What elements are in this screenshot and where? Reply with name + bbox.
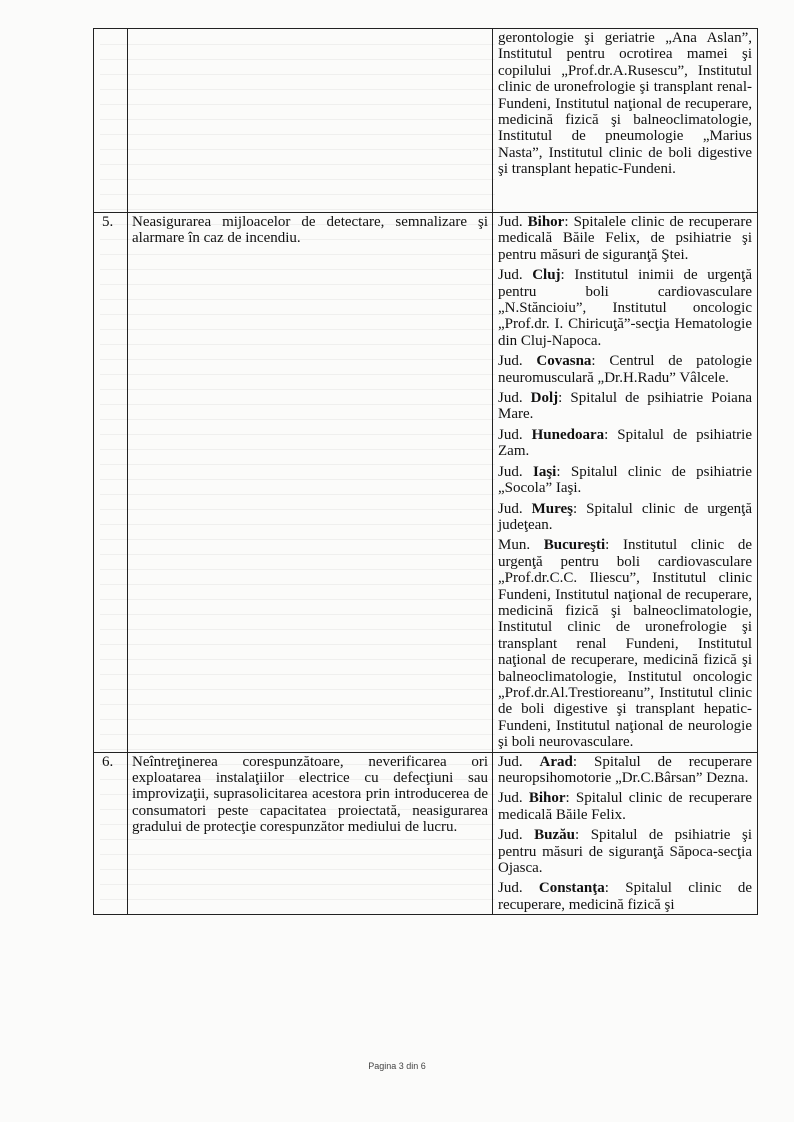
deficiency-cell bbox=[128, 29, 493, 213]
unit-prefix: Jud. bbox=[498, 500, 532, 517]
county-name: Bihor bbox=[528, 790, 566, 807]
unit-entry bbox=[498, 880, 752, 913]
county-name: Mureş bbox=[531, 500, 573, 517]
unit-prefix: Jud. bbox=[498, 214, 528, 230]
unit-description: : Spitalul clinic de urgenţă judeţean. bbox=[498, 500, 752, 533]
row-number-cell bbox=[94, 752, 128, 915]
county-name: Bihor bbox=[527, 214, 565, 230]
unit-entry bbox=[498, 464, 752, 497]
county-name: Buzău bbox=[534, 827, 575, 844]
unit-entry bbox=[498, 754, 752, 787]
unit-description: : Spitalul de psihiatrie şi pentru măsuri de siguranţă Săpoca-secţia Ojasca. bbox=[498, 827, 752, 877]
deficiency-text bbox=[128, 29, 492, 30]
unit-entry bbox=[498, 427, 752, 460]
table-row bbox=[94, 213, 758, 753]
unit-prefix: Jud. bbox=[498, 753, 540, 770]
unit-description: : Spitalul de psihiatrie Zam. bbox=[498, 426, 752, 460]
row-number-cell bbox=[94, 29, 128, 213]
table-body bbox=[94, 29, 758, 915]
unit-entry bbox=[498, 537, 752, 750]
county-name: Covasna bbox=[536, 353, 592, 370]
deficiency-cell bbox=[128, 752, 493, 915]
unit-description: : Centrul de patologie neuromusculară „Dr.H.Radu” Vâlcele. bbox=[498, 353, 752, 386]
unit-prefix: Jud. bbox=[498, 827, 535, 844]
unit-description: : Spitalul de recuperare neuropsihomotorie „Dr.C.Bârsan” Dezna. bbox=[498, 753, 752, 786]
unit-entry bbox=[498, 353, 752, 386]
row-number: 5. bbox=[102, 214, 114, 230]
row-number bbox=[94, 29, 127, 30]
page-footer: Pagina 3 din 6 bbox=[368, 1061, 426, 1071]
unit-entry bbox=[498, 501, 752, 534]
unit-entry bbox=[498, 827, 752, 876]
units-cell bbox=[493, 29, 758, 213]
unit-entry bbox=[498, 790, 752, 823]
county-name: Cluj bbox=[532, 267, 561, 284]
units-continuation-text: gerontologie şi geriatrie „Ana Aslan”, Institutul pentru ocrotirea mamei şi copilului „Prof.dr.A.Rusescu”, Institutul clinic de uronefrologie şi transplant renal-Fundeni, Institutul naţional de recuperare, medicină fizică şi balneoclimatologie, Institutul de pneumologie „Marius Nasta”, Institutul clinic de boli digestive şi transplant hepatic-Fundeni. bbox=[498, 30, 752, 178]
county-name: Constanţa bbox=[538, 880, 605, 897]
unit-description: : Spitalele clinic de recuperare medicală Băile Felix, de psihiatrie şi pentru măsuri de siguranţă Ştei. bbox=[498, 214, 752, 263]
units-cell bbox=[493, 213, 758, 753]
deficiencies-table bbox=[93, 28, 758, 915]
county-name: Bucureşti bbox=[543, 537, 606, 554]
table-row bbox=[94, 752, 758, 915]
unit-prefix: Jud. bbox=[498, 267, 533, 284]
table-row bbox=[94, 29, 758, 213]
unit-entry bbox=[498, 214, 752, 263]
unit-entry bbox=[498, 267, 752, 349]
unit-prefix: Jud. bbox=[498, 463, 533, 480]
deficiency-cell bbox=[128, 213, 493, 753]
unit-description: : Spitalul clinic de recuperare, medicină fizică şi bbox=[498, 880, 752, 913]
unit-prefix: Mun. bbox=[498, 537, 544, 554]
unit-prefix: Jud. bbox=[498, 880, 539, 897]
unit-description: : Spitalul clinic de recuperare medicală Băile Felix. bbox=[498, 790, 752, 823]
row-number: 6. bbox=[102, 753, 114, 770]
unit-prefix: Jud. bbox=[498, 790, 529, 807]
unit-entry bbox=[498, 390, 752, 423]
row-number-cell bbox=[94, 213, 128, 753]
unit-description: : Spitalul de psihiatrie Poiana Mare. bbox=[498, 390, 752, 423]
units-list bbox=[493, 213, 757, 752]
deficiency-text: Neîntreţinerea corespunzătoare, neverificarea ori exploatarea instalaţiilor electrice cu defecţiuni sau improvizaţii, suprasolicitarea acestora prin introducerea de consumatori peste capacitatea proiectată, neasigurarea gradului de protecţie corespunzător mediului de lucru. bbox=[132, 753, 488, 836]
deficiency-text: Neasigurarea mijloacelor de detectare, semnalizare şi alarmare în caz de incendiu. bbox=[132, 214, 488, 247]
county-name: Dolj bbox=[530, 390, 559, 407]
units-cell bbox=[493, 752, 758, 915]
unit-prefix: Jud. bbox=[498, 390, 531, 407]
unit-description: : Institutul clinic de urgenţă pentru boli cardiovasculare „Prof.dr.C.C. Iliescu”, Institutul clinic Fundeni, Institutul naţional de recuperare, medicină fizică şi balneoclimatologie, Institutul clinic de uronefrologie şi transplant renal Fundeni, Institutul naţional de recuperare, medicină fizică şi balneoclimatologie, Institutul oncologic „Prof.dr.Al.Trestioreanu”, Institutul clinic de boli digestive şi transplant hepatic-Fundeni, Institutul naţional de neurologie şi boli neurovasculare. bbox=[498, 537, 752, 751]
county-name: Arad bbox=[539, 753, 573, 770]
county-name: Hunedoara bbox=[531, 426, 605, 443]
county-name: Iaşi bbox=[532, 463, 557, 480]
unit-prefix: Jud. bbox=[498, 426, 532, 443]
unit-description: : Institutul inimii de urgenţă pentru boli cardiovasculare „N.Stăncioiu”, Institutul oncologic „Prof.dr. I. Chiricuţă”-secţia Hematologie din Cluj-Napoca. bbox=[498, 267, 752, 349]
units-list bbox=[493, 753, 757, 915]
unit-prefix: Jud. bbox=[498, 353, 537, 370]
unit-description: : Spitalul clinic de psihiatrie „Socola” Iaşi. bbox=[498, 463, 752, 497]
